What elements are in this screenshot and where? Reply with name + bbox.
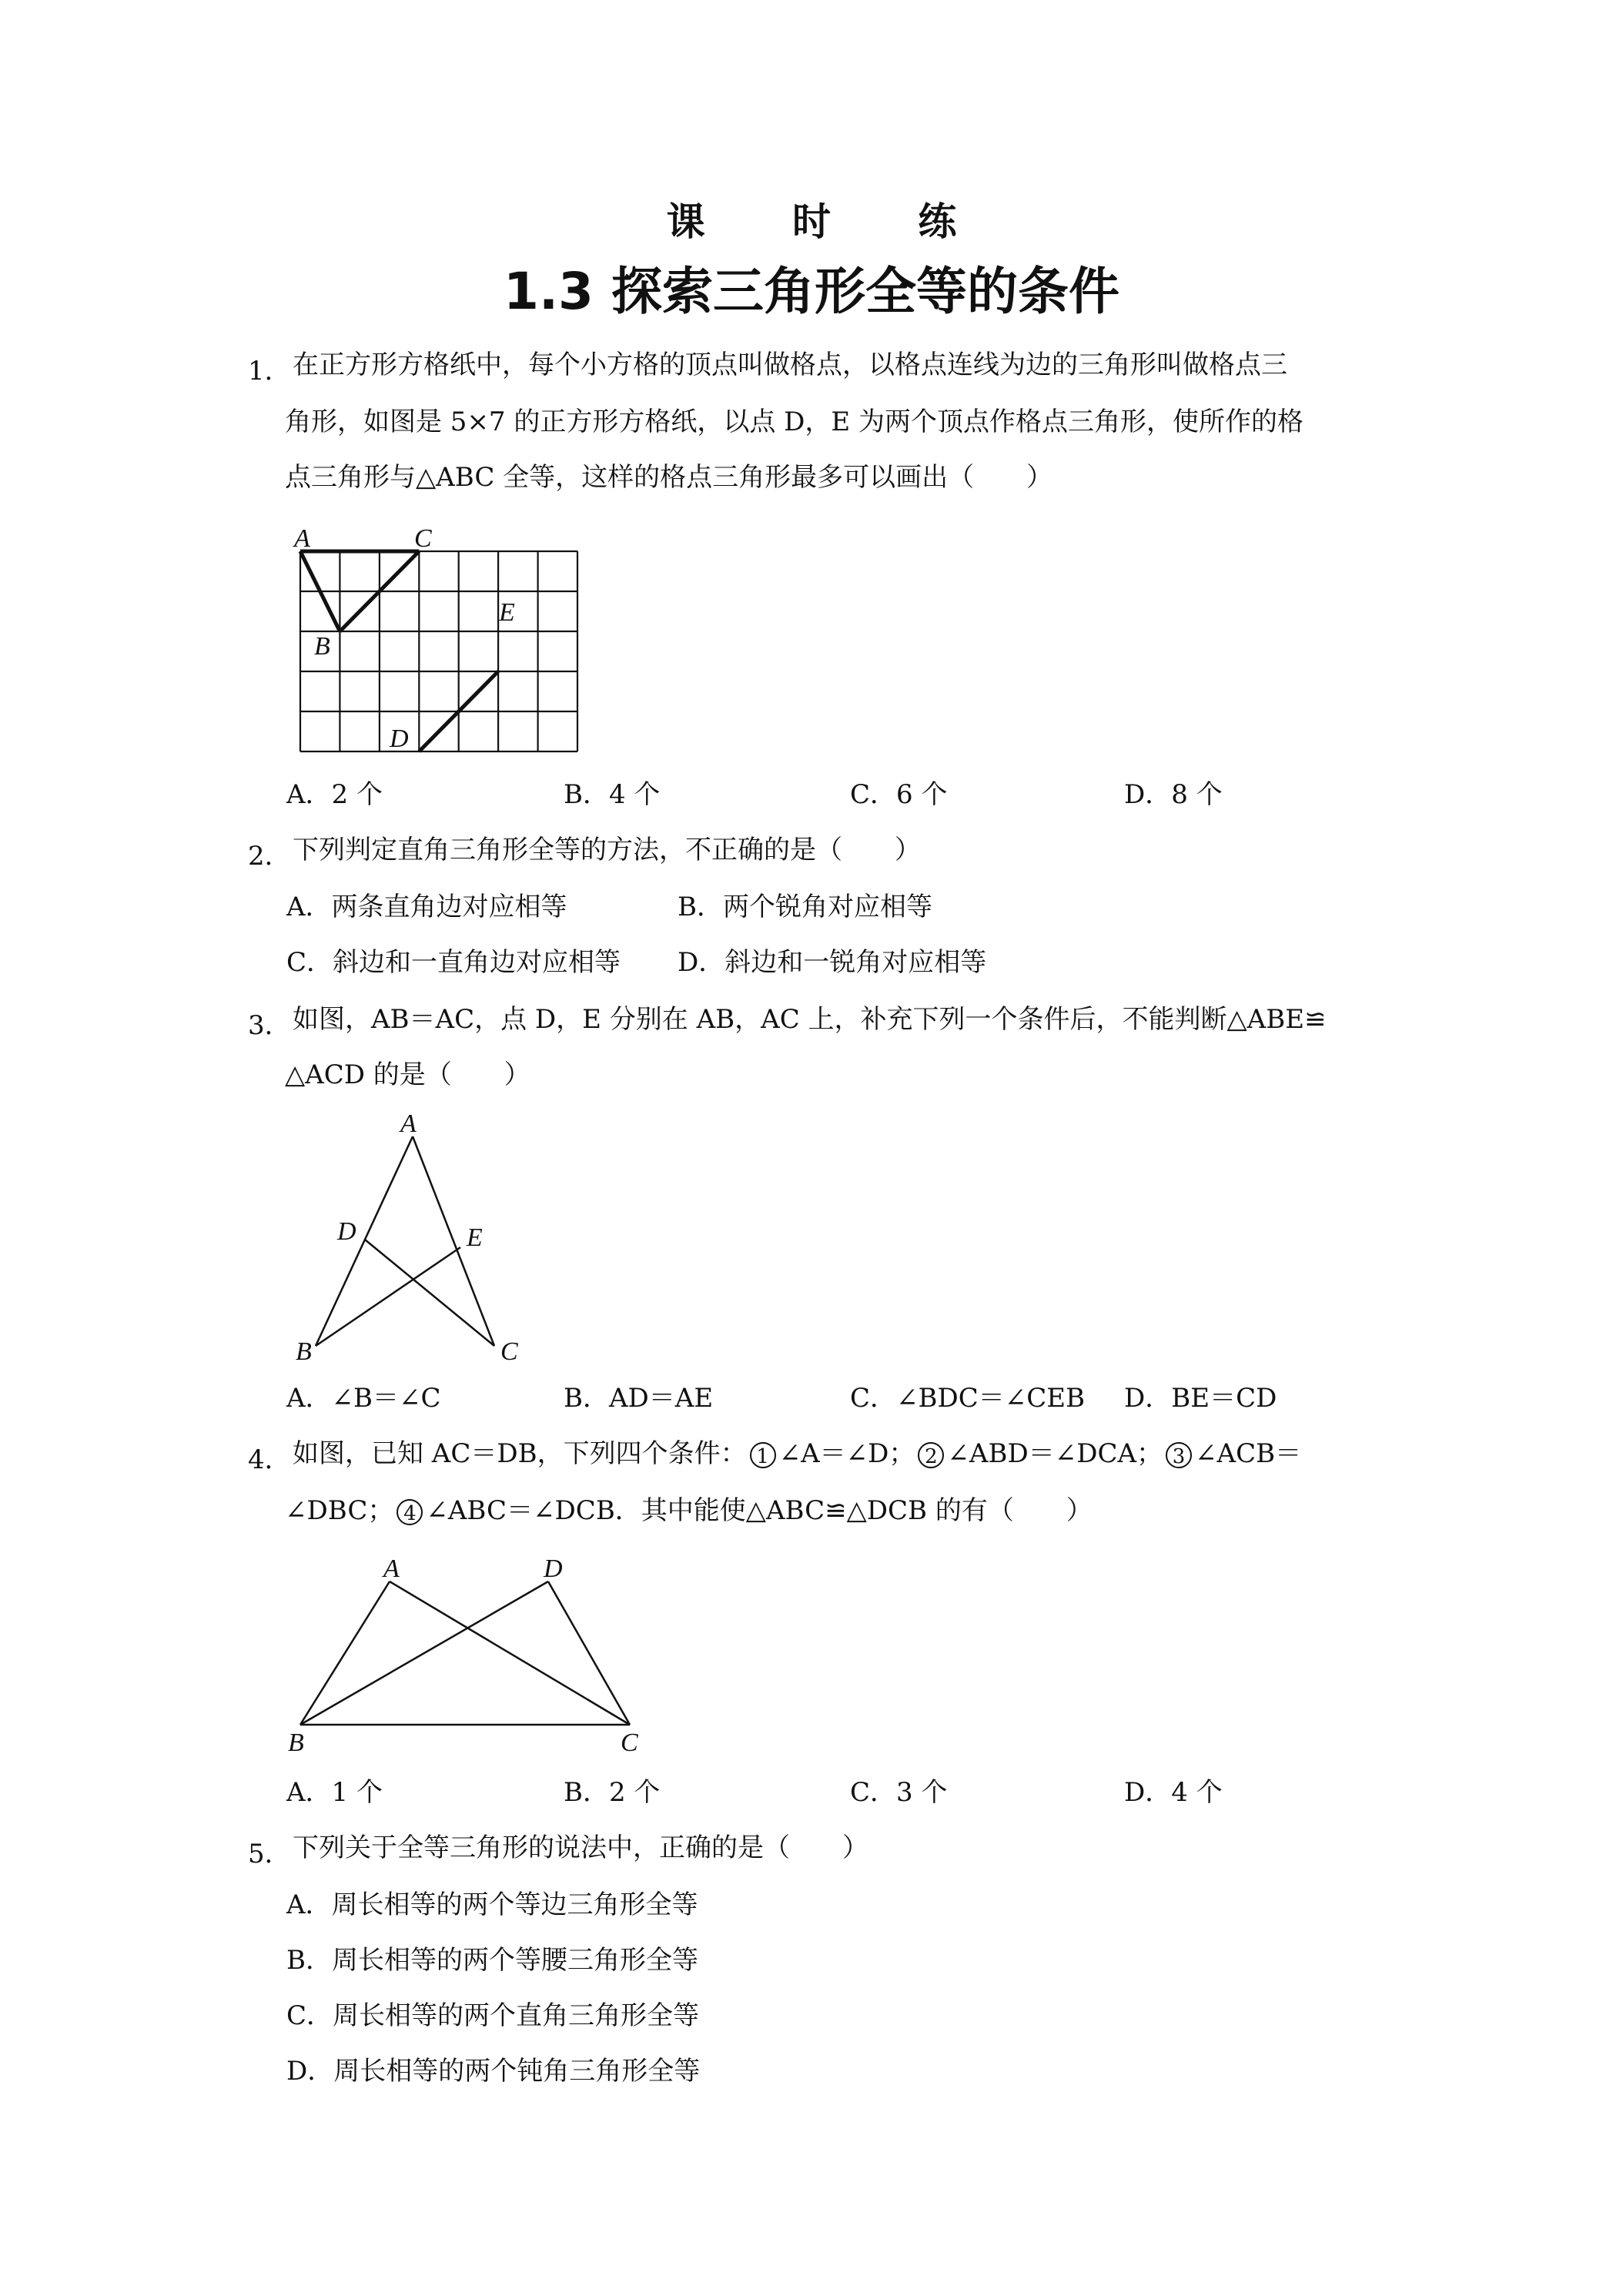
question-4-option-b: B．2 个	[564, 1777, 661, 1808]
question-5-line-1: 下列关于全等三角形的说法中，正确的是（ ）	[293, 1832, 868, 1863]
circled-number-3: 3	[1166, 1442, 1192, 1468]
label-e: E	[499, 598, 515, 627]
question-3-line-1: 如图，AB＝AC，点 D，E 分别在 AB，AC 上，补充下列一个条件后，不能判断△ABE≌	[293, 1004, 1327, 1035]
question-2-option-c: C．斜边和一直角边对应相等	[286, 947, 621, 978]
condition-1: ∠A＝∠D；	[778, 1438, 915, 1469]
question-1-option-c: C．6 个	[850, 779, 948, 810]
question-2-option-d: D．斜边和一锐角对应相等	[678, 947, 987, 978]
side-dc	[548, 1581, 630, 1725]
question-1-line-2: 角形，如图是 5×7 的正方形方格纸，以点 D，E 为两个顶点作格点三角形，使所作的格	[285, 407, 1304, 437]
question-4-option-c: C．3 个	[850, 1777, 948, 1808]
condition-2: ∠ABD＝∠DCA；	[947, 1438, 1163, 1469]
side-ab	[316, 1136, 413, 1346]
grid-lines	[300, 551, 577, 751]
question-5-option-d: D．周长相等的两个钝角三角形全等	[286, 2056, 701, 2087]
question-3-option-b: B．AD＝AE	[564, 1383, 714, 1414]
segment-cd	[365, 1240, 494, 1346]
circled-number-2: 2	[918, 1442, 944, 1468]
condition-3-cont: ∠DBC；	[285, 1495, 394, 1526]
question-2-number: 2．	[248, 841, 291, 872]
question-5-option-b: B．周长相等的两个等腰三角形全等	[286, 1945, 698, 1976]
question-5-option-c: C．周长相等的两个直角三角形全等	[286, 2000, 700, 2031]
question-1-line-1: 在正方形方格纸中，每个小方格的顶点叫做格点，以格点连线为边的三角形叫做格点三	[293, 350, 1287, 380]
question-2-option-b: B．两个锐角对应相等	[678, 892, 932, 922]
label-b: B	[296, 1337, 312, 1366]
label-c: C	[414, 524, 432, 553]
label-a: A	[383, 1555, 400, 1583]
question-4-end: ∠ABC＝∠DCB．其中能使△ABC≌△DCB 的有（ ）	[426, 1495, 1093, 1526]
question-4-option-a: A．1 个	[286, 1777, 383, 1808]
label-e: E	[467, 1223, 483, 1252]
label-a: A	[294, 524, 310, 553]
question-5-option-a: A．周长相等的两个等边三角形全等	[286, 1889, 698, 1920]
question-5-number: 5．	[248, 1839, 291, 1869]
question-3-number: 3．	[248, 1010, 291, 1041]
question-1-grid-figure	[285, 524, 593, 770]
question-3-option-c: C．∠BDC＝∠CEB	[850, 1383, 1086, 1414]
label-d: D	[544, 1555, 563, 1583]
question-4-line-1	[293, 1437, 1301, 1471]
header-kind: 课 时 练	[666, 199, 994, 244]
question-1-number: 1．	[248, 356, 291, 387]
label-b: B	[314, 632, 330, 661]
question-4-option-d: D．4 个	[1124, 1777, 1223, 1808]
question-4-figure	[285, 1548, 654, 1755]
circled-number-1: 1	[750, 1442, 776, 1468]
question-1-option-b: B．4 个	[564, 779, 661, 810]
label-d: D	[337, 1217, 356, 1246]
question-4-intro: 如图，已知 AC＝DB，下列四个条件：	[293, 1438, 747, 1469]
question-2-option-a: A．两条直角边对应相等	[286, 892, 567, 922]
label-d: D	[390, 725, 409, 753]
segment-be	[316, 1247, 460, 1346]
label-c: C	[500, 1337, 518, 1366]
question-3-figure	[285, 1110, 547, 1371]
side-ab	[300, 1581, 390, 1725]
condition-3: ∠ACB＝	[1195, 1438, 1302, 1469]
question-3-option-d: D．BE＝CD	[1124, 1383, 1277, 1414]
question-1-option-d: D．8 个	[1124, 779, 1223, 810]
label-a: A	[400, 1110, 417, 1138]
circled-number-4: 4	[397, 1499, 423, 1525]
question-2-line-1: 下列判定直角三角形全等的方法，不正确的是（ ）	[293, 835, 921, 865]
label-b: B	[288, 1729, 304, 1757]
question-3-option-a: A．∠B＝∠C	[286, 1383, 441, 1414]
label-c: C	[621, 1729, 638, 1757]
question-1-line-3: 点三角形与△ABC 全等，这样的格点三角形最多可以画出（ ）	[285, 462, 1053, 493]
question-3-line-2: △ACD 的是（ ）	[285, 1059, 530, 1090]
question-4-number: 4．	[248, 1444, 291, 1475]
question-1-option-a: A．2 个	[286, 779, 383, 810]
page-title: 1.3 探索三角形全等的条件	[504, 262, 1119, 321]
question-4-line-2	[285, 1494, 1093, 1528]
